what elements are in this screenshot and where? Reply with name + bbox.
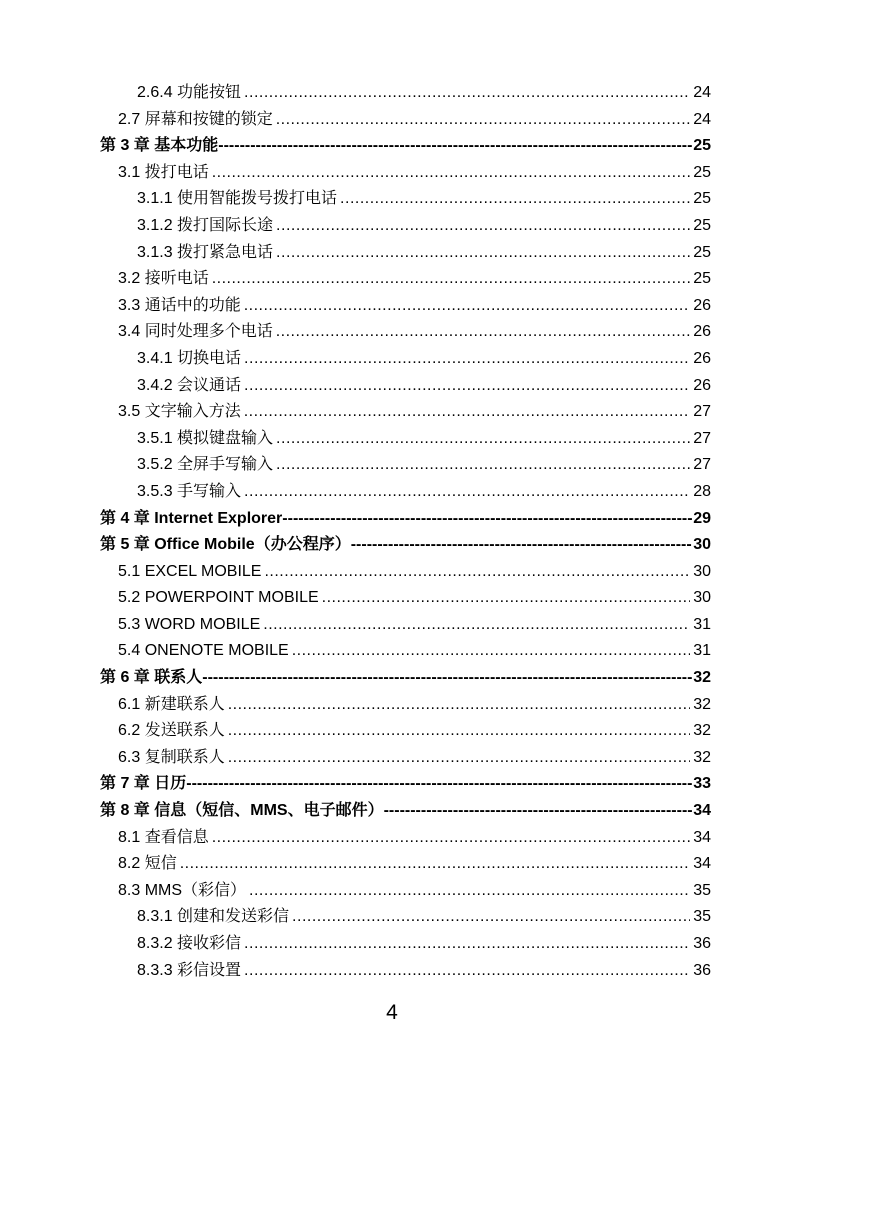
toc-entry[interactable] (100, 452, 711, 479)
toc-entry-title: 3.5.1 模拟键盘输入 (137, 429, 274, 447)
toc-entry-title: 8.2 短信 (118, 855, 177, 873)
toc-entry-page: 33 (693, 775, 711, 793)
toc-entry-title: 6.1 新建联系人 (118, 695, 225, 713)
toc-entry-page: 32 (693, 722, 711, 740)
toc-entry-page: 27 (693, 429, 711, 447)
toc-leader (276, 319, 691, 346)
toc-entry[interactable] (100, 506, 711, 533)
toc-entry-page: 25 (693, 137, 711, 155)
toc-leader (264, 559, 690, 586)
toc-leader (276, 426, 690, 453)
toc-entry-page: 24 (693, 84, 711, 101)
toc-entry[interactable] (100, 612, 711, 639)
toc-entry[interactable] (100, 479, 711, 506)
toc-leader (292, 904, 690, 931)
toc-leader (202, 665, 692, 692)
toc-leader (244, 399, 691, 426)
toc-entry-title: 3.1.1 使用智能拨号拨打电话 (137, 190, 338, 208)
toc-entry-page: 34 (693, 802, 711, 820)
toc-entry-page: 34 (693, 828, 711, 846)
toc-entry-title: 3.2 接听电话 (118, 270, 209, 288)
toc-entry-page: 28 (693, 482, 711, 500)
toc-entry[interactable] (100, 426, 711, 453)
toc-entry-title: 3.4.1 切换电话 (137, 349, 242, 367)
toc-entry[interactable] (100, 266, 711, 293)
toc-entry-page: 32 (693, 748, 711, 766)
toc-leader (282, 506, 692, 533)
toc-entry-page: 34 (693, 855, 711, 873)
toc-entry-page: 25 (693, 163, 711, 181)
toc-entry[interactable] (100, 878, 711, 905)
toc-entry[interactable] (100, 585, 711, 612)
toc-leader (276, 452, 690, 479)
toc-entry-title: 6.3 复制联系人 (118, 748, 225, 766)
toc-entry-title: 2.6.4 功能按钮 (137, 84, 242, 101)
toc-entry-title: 5.4 ONENOTE MOBILE (118, 642, 289, 660)
toc-entry-title: 第 6 章 联系人 (100, 669, 203, 687)
toc-leader (384, 798, 693, 825)
toc-entry[interactable] (100, 213, 711, 240)
toc-entry-title: 第 4 章 Internet Explorer (100, 509, 283, 527)
toc-entry-title: 3.4.2 会议通话 (137, 376, 242, 394)
toc-leader (244, 479, 690, 506)
toc-entry-title: 2.7 屏幕和按键的锁定 (118, 110, 273, 128)
toc-entry[interactable] (100, 745, 711, 772)
toc-entry[interactable] (100, 851, 711, 878)
toc-entry-title: 8.3.3 彩信设置 (137, 961, 242, 979)
toc-leader (276, 107, 691, 134)
toc-entry-page: 26 (693, 323, 711, 341)
toc-entry-title: 第 7 章 日历 (100, 775, 187, 793)
toc-entry[interactable] (100, 771, 711, 798)
toc-entry-title: 6.2 发送联系人 (118, 722, 225, 740)
toc-entry[interactable] (100, 399, 711, 426)
toc-leader (351, 532, 693, 559)
toc-entry-page: 27 (693, 456, 711, 474)
toc-entry-title: 3.5 文字输入方法 (118, 403, 241, 421)
toc-entry[interactable] (100, 240, 711, 267)
toc-entry[interactable] (100, 665, 711, 692)
toc-entry-page: 27 (693, 403, 711, 421)
toc-entry[interactable] (100, 904, 711, 931)
toc-entry-page: 25 (693, 190, 711, 208)
toc-leader (212, 266, 691, 293)
table-of-contents (100, 80, 711, 984)
page-number: 4 (386, 1001, 398, 1024)
toc-leader (218, 133, 692, 160)
toc-entry[interactable] (100, 107, 711, 134)
toc-entry[interactable] (100, 559, 711, 586)
toc-entry[interactable] (100, 346, 711, 373)
toc-entry-page: 32 (693, 669, 711, 687)
toc-leader (244, 958, 690, 985)
toc-entry-title: 第 8 章 信息（短信、MMS、电子邮件） (100, 802, 384, 820)
toc-entry[interactable] (100, 373, 711, 400)
toc-entry-page: 36 (693, 935, 711, 952)
toc-leader (244, 373, 690, 400)
toc-entry[interactable] (100, 958, 711, 985)
toc-entry-title: 5.1 EXCEL MOBILE (118, 562, 262, 580)
toc-entry-page: 25 (693, 270, 711, 288)
toc-leader (244, 931, 690, 958)
toc-entry-title: 3.1.3 拨打紧急电话 (137, 243, 274, 261)
toc-entry-title: 3.3 通话中的功能 (118, 296, 241, 314)
toc-entry-title: 第 3 章 基本功能 (100, 137, 219, 155)
toc-entry-title: 8.3 MMS（彩信） (118, 881, 247, 899)
toc-entry-page: 26 (693, 349, 711, 367)
toc-leader (228, 718, 691, 745)
toc-entry-page: 26 (693, 296, 711, 314)
toc-entry-page: 25 (693, 216, 711, 234)
toc-entry-page: 31 (693, 642, 711, 660)
toc-entry-page: 26 (693, 376, 711, 394)
toc-leader (276, 213, 690, 240)
toc-entry[interactable] (100, 319, 711, 346)
toc-entry-title: 3.1.2 拨打国际长途 (137, 216, 274, 234)
toc-entry-title: 3.5.3 手写输入 (137, 482, 242, 500)
toc-leader (244, 346, 690, 373)
toc-leader (212, 160, 691, 187)
toc-leader (340, 186, 690, 213)
toc-entry-title: 5.2 POWERPOINT MOBILE (118, 589, 319, 607)
toc-entry-title: 8.3.2 接收彩信 (137, 935, 242, 952)
toc-entry-title: 8.3.1 创建和发送彩信 (137, 908, 290, 926)
toc-entry[interactable] (100, 532, 711, 559)
toc-entry-page: 25 (693, 243, 711, 261)
toc-entry-page: 30 (693, 589, 711, 607)
toc-leader (180, 851, 691, 878)
toc-leader (228, 692, 691, 719)
toc-entry[interactable] (100, 293, 711, 320)
toc-entry[interactable] (100, 638, 711, 665)
toc-entry-title: 第 5 章 Office Mobile（办公程序） (100, 536, 351, 554)
toc-leader (212, 825, 691, 852)
toc-leader (249, 878, 690, 905)
toc-entry-title: 8.1 查看信息 (118, 828, 209, 846)
toc-leader (244, 80, 690, 107)
toc-entry-title: 3.1 拨打电话 (118, 163, 209, 181)
toc-leader (322, 585, 691, 612)
toc-entry[interactable] (100, 160, 711, 187)
toc-entry-page: 30 (693, 562, 711, 580)
toc-entry-page: 31 (693, 615, 711, 633)
toc-entry[interactable] (100, 798, 711, 825)
toc-entry-page: 29 (693, 509, 711, 527)
toc-entry-title: 5.3 WORD MOBILE (118, 615, 261, 633)
toc-entry[interactable] (100, 186, 711, 213)
toc-entry[interactable] (100, 718, 711, 745)
toc-entry[interactable] (100, 692, 711, 719)
toc-leader (292, 638, 690, 665)
toc-entry[interactable] (100, 931, 711, 958)
toc-leader (228, 745, 691, 772)
toc-entry-page: 30 (693, 536, 711, 554)
toc-entry[interactable] (100, 825, 711, 852)
toc-entry-title: 3.4 同时处理多个电话 (118, 323, 273, 341)
toc-entry-page: 35 (693, 881, 711, 899)
toc-entry[interactable] (100, 133, 711, 160)
toc-leader (276, 240, 690, 267)
toc-entry-page: 32 (693, 695, 711, 713)
toc-leader (263, 612, 690, 639)
toc-entry[interactable] (100, 80, 711, 107)
toc-leader (244, 293, 691, 320)
toc-leader (186, 771, 692, 798)
toc-entry-page: 24 (693, 110, 711, 128)
toc-entry-page: 35 (693, 908, 711, 926)
toc-entry-title: 3.5.2 全屏手写输入 (137, 456, 274, 474)
toc-entry-page: 36 (693, 961, 711, 979)
